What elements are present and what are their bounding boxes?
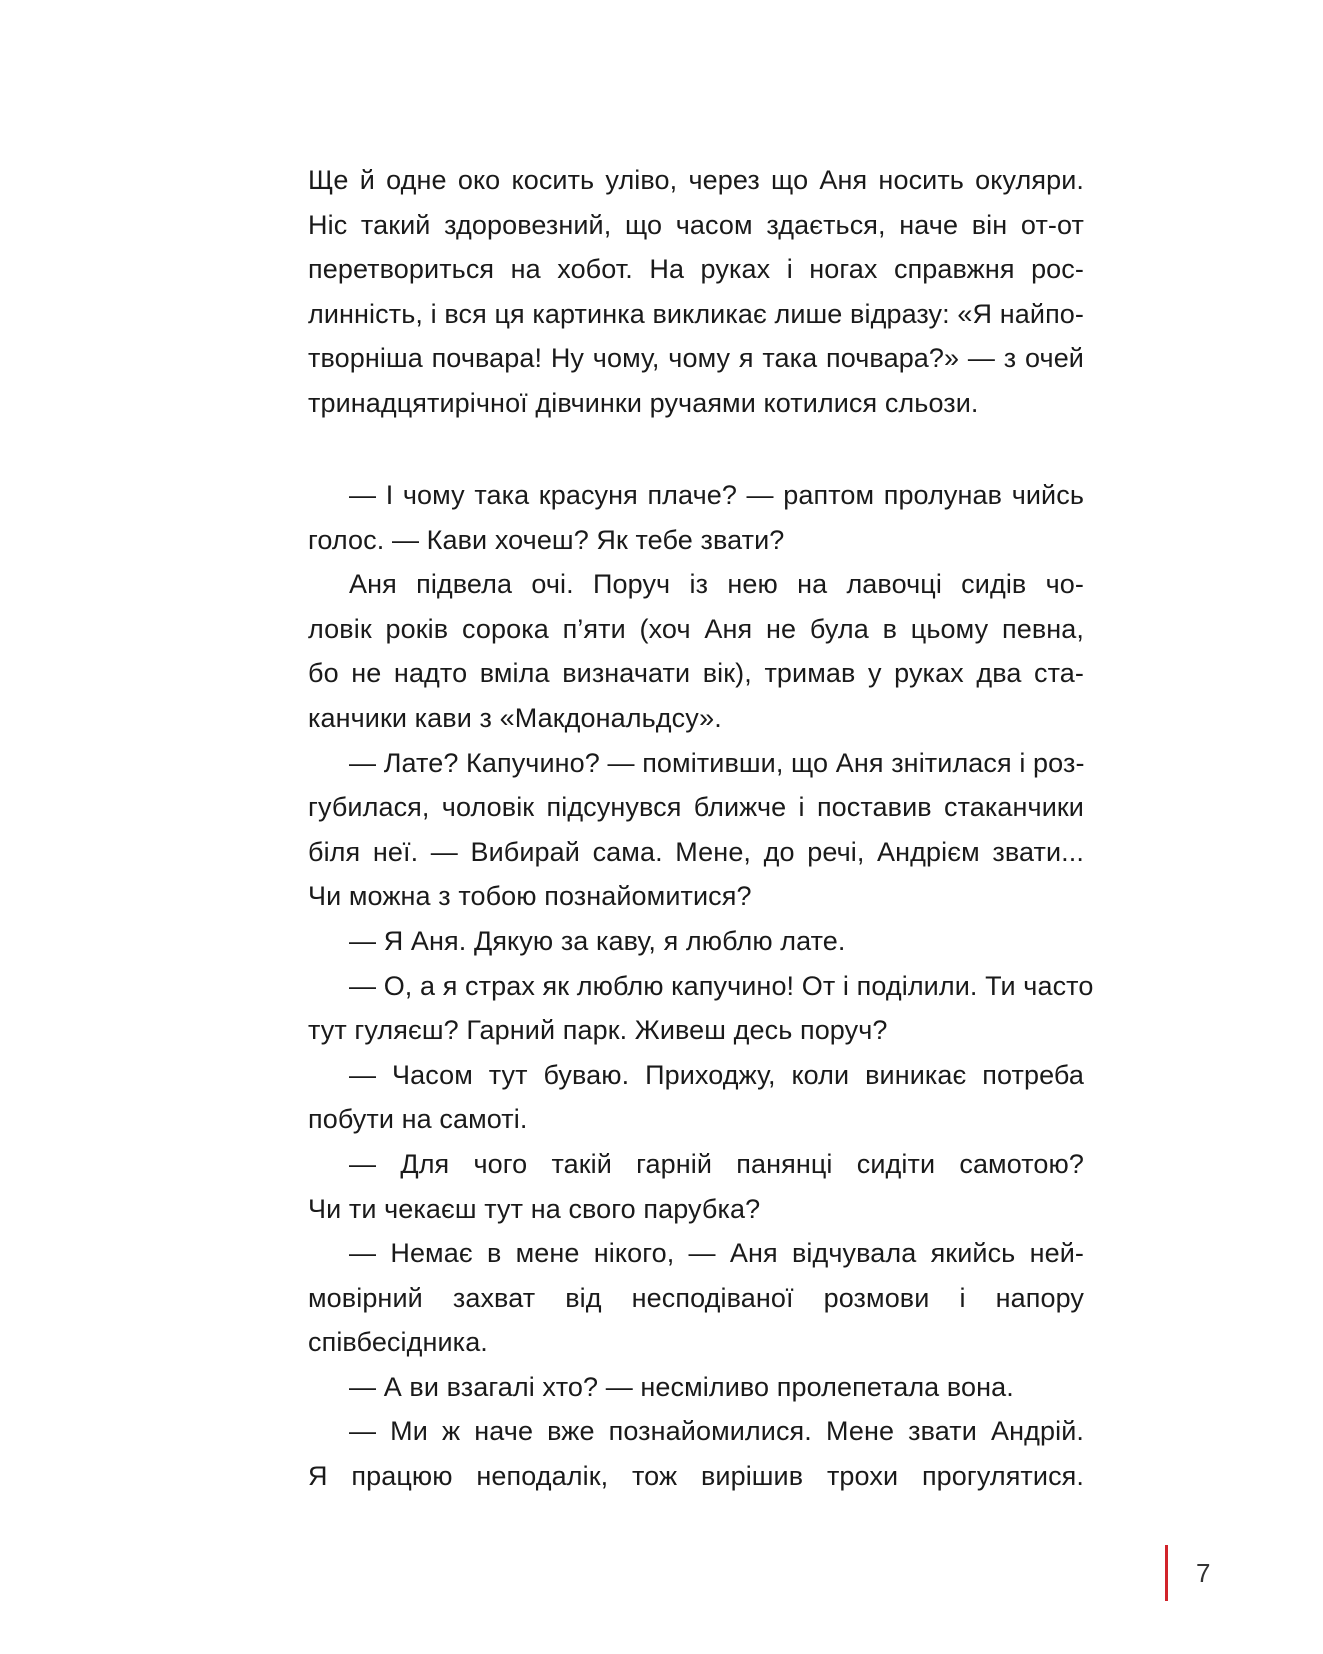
text-line: — О, а я страх як люблю капучино! От і поділили. Ти часто — [349, 970, 1094, 1001]
text-line: Чи можна з тобою познайомитися? — [308, 881, 752, 912]
text-line: творніша почвара! Ну чому, чому я така почвара?» — з очей — [308, 343, 1084, 374]
text-line: ловік років сорока п’яти (хоч Аня не була в цьому певна, — [308, 613, 1084, 644]
text-line: губилася, чоловік підсунувся ближче і поставив стаканчики — [308, 792, 1084, 823]
text-block-1 — [308, 158, 1084, 426]
text-line: линність, і вся ця картинка викликає лише відразу: «Я найпо- — [308, 298, 1084, 329]
text-line: — А ви взагалі хто? — несміливо пролепетала вона. — [349, 1371, 1014, 1402]
text-line: бо не надто вміла визначати вік), тримав у руках два ста- — [308, 658, 1084, 689]
text-block-2 — [308, 473, 1094, 1499]
page-number-rule — [1165, 1545, 1168, 1601]
text-line: голос. — Кави хочеш? Як тебе звати? — [308, 524, 785, 555]
text-line: Чи ти чекаєш тут на свого парубка? — [308, 1193, 761, 1224]
text-line: канчики кави з «Макдональдсу». — [308, 702, 722, 733]
text-line: біля неї. — Вибирай сама. Мене, до речі, Андрієм звати... — [308, 836, 1084, 867]
page-number: 7 — [1196, 1557, 1211, 1588]
text-line: Ще й одне око косить уліво, через що Аня носить окуляри. — [308, 165, 1084, 195]
text-line: — І чому така красуня плаче? — раптом пролунав чийсь — [349, 480, 1084, 510]
text-line: Я працюю неподалік, тож вирішив трохи прогулятися. — [308, 1461, 1084, 1492]
text-line: побути на самоті. — [308, 1104, 528, 1135]
text-line: співбесідника. — [308, 1327, 488, 1358]
text-line: — Немає в мене нікого, — Аня відчувала якийсь ней- — [349, 1238, 1084, 1269]
text-line: Аня підвела очі. Поруч із нею на лавочці сидів чо- — [349, 569, 1084, 600]
page-footer — [1165, 1545, 1210, 1601]
text-line: перетвориться на хобот. На руках і ногах справжня рос- — [308, 254, 1084, 285]
text-line: тут гуляєш? Гарний парк. Живеш десь поруч? — [308, 1015, 888, 1046]
text-line: — Часом тут буваю. Приходжу, коли виникає потреба — [349, 1059, 1084, 1090]
text-line: тринадцятирічної дівчинки ручаями котилися сльози. — [308, 387, 979, 418]
text-line: — Я Аня. Дякую за каву, я люблю лате. — [349, 925, 846, 956]
text-line: — Для чого такій гарній панянці сидіти самотою? — [349, 1148, 1084, 1179]
text-line: Ніс такий здоровезний, що часом здається, наче він от-от — [308, 209, 1084, 240]
text-line: — Лате? Капучино? — помітивши, що Аня знітилася і роз- — [349, 747, 1085, 778]
text-line: — Ми ж наче вже познайомилися. Мене звати Андрій. — [349, 1416, 1084, 1447]
text-line: мовірний захват від несподіваної розмови і напору — [308, 1282, 1084, 1313]
